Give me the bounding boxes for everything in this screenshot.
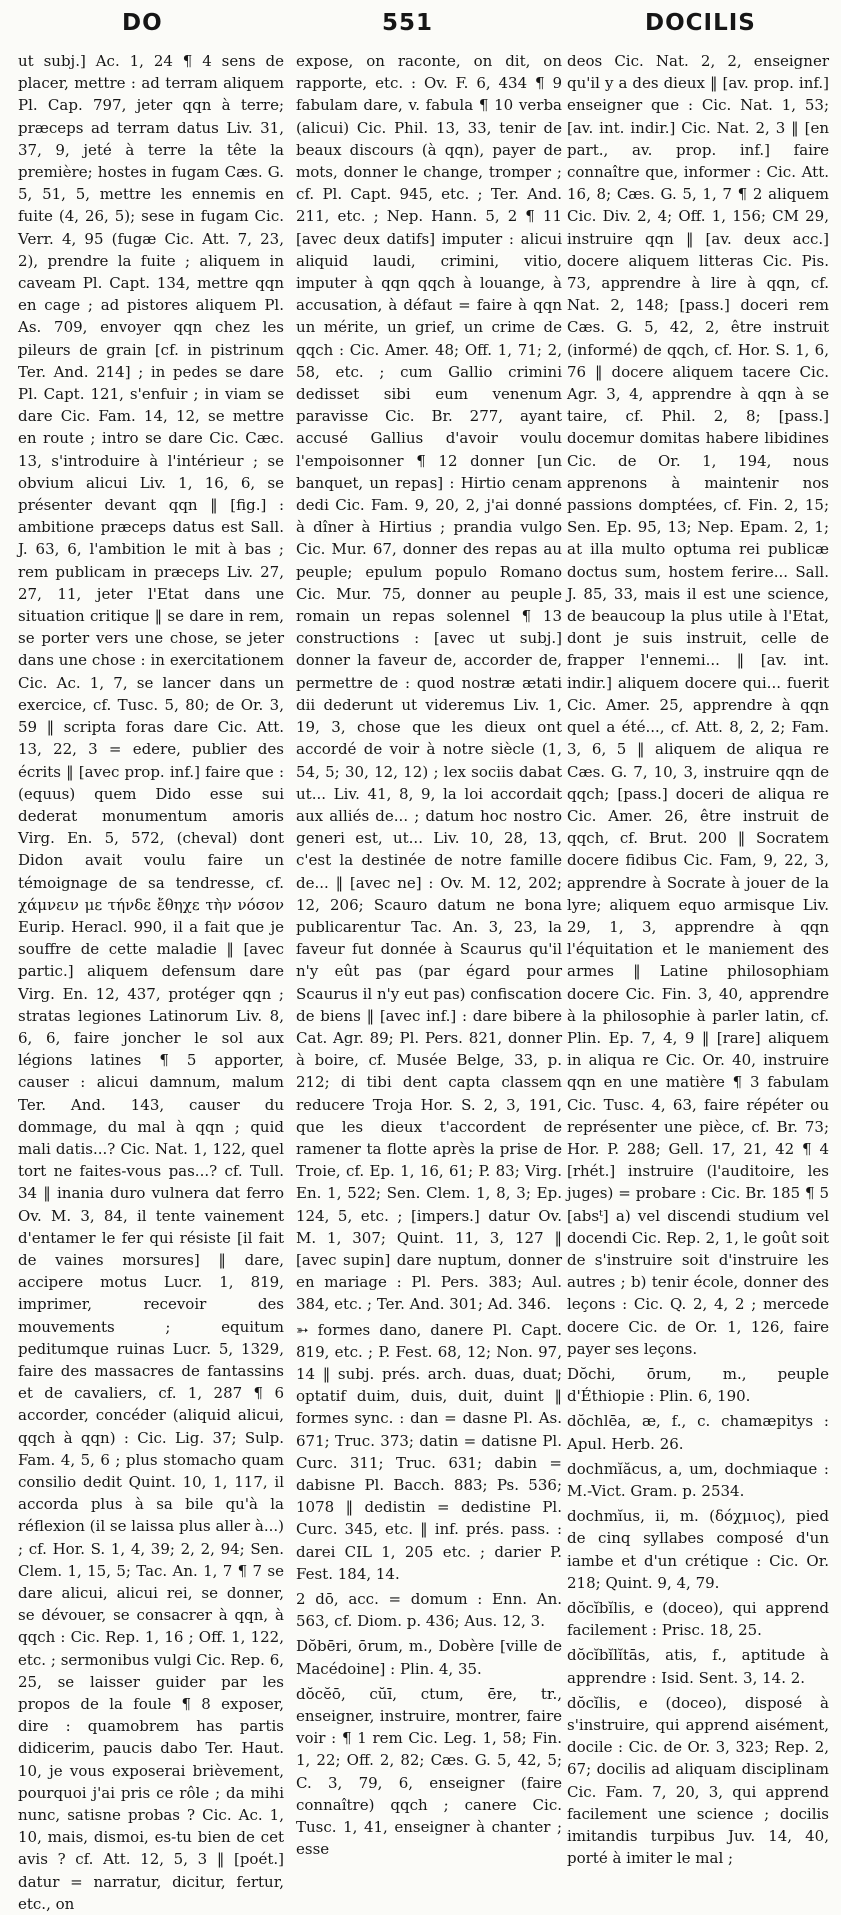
header-left-guideword: DO bbox=[122, 10, 163, 36]
column-3 bbox=[567, 50, 829, 1868]
header-right-guideword: DOCILIS bbox=[645, 10, 756, 36]
entry-paragraph: expose, on raconte, on dit, on rapporte, etc. : Ov. F. 6, 434 ¶ 9 fabulam dare, v. fabula ¶ 10 verba (alicui) Cic. Phil. 13, 33, tenir de beaux discours (à qqn), payer de mots, donner le change, tromper ; cf. Pl. Capt. 945, etc. ; Ter. And. 211, etc. ; Nep. Hann. 5, 2 ¶ 11 [avec deux datifs] imputer : alicui aliquid laudi, crimini, vitio, imputer à qqn qqch à louange, à accusation, à défaut = faire à qqn un mérite, un grief, un crime de qqch : Cic. Amer. 48; Off. 1, 71; 2, 58, etc. ; cum Gallio crimini dedisset sibi eum venenum paravisse Cic. Br. 277, ayant accusé Gallius d'avoir voulu l'empoisonner ¶ 12 donner [un banquet, un repas] : Hirtio cenam dedi Cic. Fam. 9, 20, 2, j'ai donné à dîner à Hirtius ; prandia vulgo Cic. Mur. 67, donner des repas au peuple; epulum populo Romano Cic. Mur. 75, donner au peuple romain un repas solennel ¶ 13 constructions : [avec ut subj.] donner la faveur de, accorder de, permettre de : quod nostræ ætati dii dederunt ut videremus Liv. 1, 19, 3, chose que les dieux ont accordé de voir à notre siècle (1, 54, 5; 30, 12, 12) ; lex sociis dabat ut... Liv. 41, 8, 9, la loi accordait aux alliés de... ; datum hoc nostro generi est, ut... Liv. 10, 28, 13, c'est la destinée de notre famille de... ‖ [avec ne] : Ov. M. 12, 202; 12, 206; Scauro datum ne bona publicarentur Tac. An. 3, 23, la faveur fut donnée à Scaurus qu'il n'y eût pas (par égard pour Scaurus il n'y eut pas) confiscation de biens ‖ [avec inf.] : dare bibere Cat. Agr. 89; Pl. Pers. 821, donner à boire, cf. Musée Belge, 33, p. 212; di tibi dent capta classem reducere Troja Hor. S. 2, 3, 191, que les dieux t'accordent de ramener ta flotte après la prise de Troie, cf. Ep. 1, 16, 61; P. 83; Virg. En. 1, 522; Sen. Clem. 1, 8, 3; Ep. 124, 5, etc. ; [impers.] datur Ov. M. 1, 307; Quint. 11, 3, 127 ‖ [avec supin] dare nuptum, donner en mariage : Pl. Pers. 383; Aul. 384, etc. ; Ter. And. 301; Ad. 346. bbox=[296, 52, 562, 1314]
entry-paragraph: dochmĭus, ii, m. (δόχμιος), pied de cinq syllabes composé d'un iambe et d'un crétique : Cic. Or. 218; Quint. 9, 4, 79. bbox=[567, 1507, 829, 1592]
entry-paragraph: dŏcĭlis, e (doceo), disposé à s'instruire, qui apprend aisément, docile : Cic. de Or. 3, 323; Rep. 2, 67; docilis ad aliquam disciplinam Cic. Fam. 7, 20, 3, qui apprend facilement une science ; docilis imitandis turpibus Juv. 14, 40, porté à imiter le mal ; bbox=[567, 1693, 829, 1868]
entry-paragraph: dŏcĭbĭlĭtās, atis, f., aptitude à apprendre : Isid. Sent. 3, 14. 2. bbox=[567, 1646, 829, 1687]
entry-paragraph: dŏcĭbĭlis, e (doceo), qui apprend facilement : Prisc. 18, 25. bbox=[567, 1599, 829, 1640]
entry-paragraph: dochmĭăcus, a, um, dochmiaque : M.-Vict. Gram. p. 2534. bbox=[567, 1459, 829, 1500]
entry-paragraph: dŏcĕō, cŭī, ctum, ēre, tr., enseigner, instruire, montrer, faire voir : ¶ 1 rem Cic. Leg. 1, 58; Fin. 1, 22; Off. 2, 82; Cæs. G. 5, 42, 5; C. 3, 79, 6, enseigner (faire connaître) qqch ; canere Cic. Tusc. 1, 41, enseigner à chanter ; esse bbox=[296, 1684, 562, 1859]
page-number: 551 bbox=[382, 10, 434, 36]
entry-paragraph: Dŏbēri, ōrum, m., Dobère [ville de Macédoine] : Plin. 4, 35. bbox=[296, 1637, 562, 1678]
entry-paragraph: ➳ formes dano, danere Pl. Capt. 819, etc. ; P. Fest. 68, 12; Non. 97, 14 ‖ subj. prés. arch. duas, duat; optatif duim, duis, duit, duint ‖ formes sync. : dan = dasne Pl. As. 671; Truc. 373; datin = datisne Pl. Curc. 311; Truc. 631; dabin = dabisne Pl. Bacch. 883; Ps. 536; 1078 ‖ dedistin = dedistine Pl. Curc. 345, etc. ‖ inf. prés. pass. : darei CIL 1, 205 etc. ; darier P. Fest. 184, 14. bbox=[296, 1320, 562, 1583]
column-1 bbox=[18, 50, 284, 1913]
entry-paragraph: Dŏchi, ōrum, m., peuple d'Éthiopie : Plin. 6, 190. bbox=[567, 1364, 829, 1406]
entry-paragraph: 2 dō, acc. = domum : Enn. An. 563, cf. Diom. p. 436; Aus. 12, 3. bbox=[296, 1590, 562, 1631]
entry-paragraph: dŏchlēa, æ, f., c. chamæpitys : Apul. Herb. 26. bbox=[567, 1412, 829, 1453]
entry-paragraph: deos Cic. Nat. 2, 2, enseigner qu'il y a des dieux ‖ [av. prop. inf.] enseigner que : Cic. Nat. 1, 53; [av. int. indir.] Cic. Nat. 2, 3 ‖ [en part., av. prop. inf.] faire connaître que, informer : Cic. Att. 16, 8; Cæs. G. 5, 1, 7 ¶ 2 aliquem Cic. Div. 2, 4; Off. 1, 156; CM 29, instruire qqn ‖ [av. deux acc.] docere aliquem litteras Cic. Pis. 73, apprendre à lire à qqn, cf. Nat. 2, 148; [pass.] doceri rem Cæs. G. 5, 42, 2, être instruit (informé) de qqch, cf. Hor. S. 1, 6, 76 ‖ docere aliquem tacere Cic. Agr. 3, 4, apprendre à qqn à se taire, cf. Phil. 2, 8; [pass.] docemur domitas habere libidines Cic. de Or. 1, 194, nous apprenons à maintenir nos passions domptées, cf. Fin. 2, 15; Sen. Ep. 95, 13; Nep. Epam. 2, 1; at illa multo optuma rei publicæ doctus sum, hostem ferire... Sall. J. 85, 33, mais il est une science, de beaucoup la plus utile à l'Etat, dont je suis instruit, celle de frapper l'ennemi... ‖ [av. int. indir.] aliquem docere qui... fuerit Cic. Amer. 25, apprendre à qqn quel a été..., cf. Att. 8, 2, 2; Fam. 3, 6, 5 ‖ aliquem de aliqua re Cæs. G. 7, 10, 3, instruire qqn de qqch; [pass.] doceri de aliqua re Cic. Amer. 26, être instruit de qqch, cf. Brut. 200 ‖ Socratem docere fidibus Cic. Fam, 9, 22, 3, apprendre à Socrate à jouer de la lyre; aliquem equo armisque Liv. 29, 1, 3, apprendre à qqn l'équitation et le maniement des armes ‖ Latine philosophiam docere Cic. Fin. 3, 40, apprendre à la philosophie à parler latin, cf. Plin. Ep. 7, 4, 9 ‖ [rare] aliquem in aliqua re Cic. Or. 40, instruire qqn en une matière ¶ 3 fabulam Cic. Tusc. 4, 63, faire répéter ou représenter une pièce, cf. Br. 73; Hor. P. 288; Gell. 17, 21, 42 ¶ 4 [rhét.] instruire (l'auditoire, les juges) = probare : Cic. Br. 185 ¶ 5 [absᵗ] a) vel discendi studium vel docendi Cic. Rep. 2, 1, le goût soit de s'instruire soit d'instruire les autres ; b) tenir école, donner des leçons : Cic. Q. 2, 4, 2 ; mercede docere Cic. de Or. 1, 126, faire payer ses leçons. bbox=[567, 52, 829, 1358]
page-header bbox=[0, 10, 841, 46]
entry-paragraph: ut subj.] Ac. 1, 24 ¶ 4 sens de placer, mettre : ad terram aliquem Pl. Cap. 797, jeter qqn à terre; præceps ad terram datus Liv. 31, 37, 9, jeté à terre la tête la première; hostes in fugam Cæs. G. 5, 51, 5, mettre les ennemis en fuite (4, 26, 5); sese in fugam Cic. Verr. 4, 95 (fugæ Cic. Att. 7, 23, 2), prendre la fuite ; aliquem in caveam Pl. Capt. 134, mettre qqn en cage ; ad pistores aliquem Pl. As. 709, envoyer qqn chez les pileurs de grain [cf. in pistrinum Ter. And. 214] ; in pedes se dare Pl. Capt. 121, s'enfuir ; in viam se dare Cic. Fam. 14, 12, se mettre en route ; intro se dare Cic. Cæc. 13, s'introduire à l'intérieur ; se obvium alicui Liv. 1, 16, 6, se présenter devant qqn ‖ [fig.] : ambitione præceps datus est Sall. J. 63, 6, l'ambition le mit à bas ; rem publicam in præceps Liv. 27, 27, 11, jeter l'Etat dans une situation critique ‖ se dare in rem, se porter vers une chose, se jeter dans une chose : in exercitationem Cic. Ac. 1, 7, se lancer dans un exercice, cf. Tusc. 5, 80; de Or. 3, 59 ‖ scripta foras dare Cic. Att. 13, 22, 3 = edere, publier des écrits ‖ [avec prop. inf.] faire que : (equus) quem Dido esse sui dederat monumentum amoris Virg. En. 5, 572, (cheval) dont Didon avait voulu faire un témoignage de sa tendresse, cf. χάμνειν με τήνδε ἔθηχε τὴν νόσον Eurip. Heracl. 990, il a fait que je souffre de cette maladie ‖ [avec partic.] aliquem defensum dare Virg. En. 12, 437, protéger qqn ; stratas legiones Latinorum Liv. 8, 6, 6, faire joncher le sol aux légions latines ¶ 5 apporter, causer : alicui damnum, malum Ter. And. 143, causer du dommage, du mal à qqn ; quid mali datis...? Cic. Nat. 1, 122, quel tort ne faites-vous pas...? cf. Tull. 34 ‖ inania duro vulnera dat ferro Ov. M. 3, 84, il tente vainement d'entamer le fer qui résiste [il fait de vaines morsures] ‖ dare, accipere motus Lucr. 1, 819, imprimer, recevoir des mouvements ; equitum peditumque ruinas Lucr. 5, 1329, faire des massacres de fantassins et de cavaliers, cf. 1, 287 ¶ 6 accorder, concéder (aliquid alicui, qqch à qqn) : Cic. Lig. 37; Sulp. Fam. 4, 5, 6 ; plus stomacho quam consilio dedit Quint. 10, 1, 117, il accorda plus à sa bile qu'à la réflexion (il se laissa plus aller à...) ; cf. Hor. S. 1, 4, 39; 2, 2, 94; Sen. Clem. 1, 15, 5; Tac. An. 1, 7 ¶ 7 se dare alicui, alicui rei, se donner, se dévouer, se consacrer à qqn, à qqch : Cic. Rep. 1, 16 ; Off. 1, 122, etc. ; sermonibus vulgi Cic. Rep. 6, 25, se laisser guider par les propos de la foule ¶ 8 exposer, dire : quamobrem has partis didicerim, paucis dabo Ter. Haut. 10, je vous exposerai brièvement, pourquoi j'ai pris ce rôle ; da mihi nunc, satisne probas ? Cic. Ac. 1, 10, mais, dismoi, es-tu bien de cet avis ? cf. Att. 12, 5, 3 ‖ [poét.] datur = narratur, dicitur, fertur, etc., on bbox=[18, 52, 284, 1913]
column-2 bbox=[296, 50, 562, 1859]
